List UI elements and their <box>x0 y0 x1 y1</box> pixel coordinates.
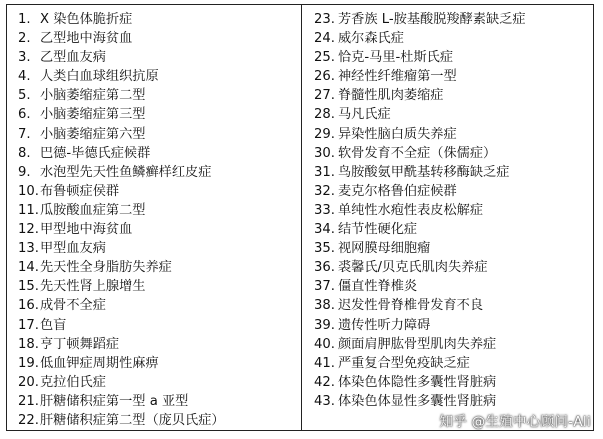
item-number: 36. <box>314 260 335 276</box>
item-number: 7. <box>18 126 31 142</box>
item-number: 5. <box>18 88 31 104</box>
item-number: 43. <box>314 393 335 409</box>
item-name: 裘馨氏/贝克氏肌肉失养症 <box>338 260 488 276</box>
list-item <box>18 354 301 373</box>
item-name: 亨丁顿舞蹈症 <box>40 336 120 352</box>
item-name: 脊髓性肌肉萎缩症 <box>338 88 444 104</box>
list-item <box>314 392 593 411</box>
list-item <box>18 29 301 48</box>
item-name: 迟发性骨脊椎骨发育不良 <box>338 298 484 314</box>
item-number: 23. <box>314 12 335 27</box>
list-item <box>314 48 593 67</box>
item-name: 恰克-马里-杜斯氏症 <box>338 50 454 66</box>
list-item <box>314 86 593 105</box>
item-number: 33. <box>314 202 335 218</box>
item-name: 视网膜母细胞瘤 <box>338 241 431 257</box>
list-item <box>18 373 301 392</box>
item-name: 甲型地中海贫血 <box>40 222 133 238</box>
item-name: 先天性全身脂肪失养症 <box>40 260 172 276</box>
item-number: 13. <box>18 241 39 257</box>
item-number: 40. <box>314 336 335 352</box>
item-number: 10. <box>18 183 39 199</box>
item-name: 严重复合型免疫缺乏症 <box>338 355 470 371</box>
item-number: 19. <box>18 355 39 371</box>
item-name: 成骨不全症 <box>40 298 106 314</box>
item-number: 11. <box>18 202 39 218</box>
item-name: 色盲 <box>40 317 67 333</box>
left-column <box>7 5 302 430</box>
item-name: 小脑萎缩症第二型 <box>40 88 146 104</box>
item-number: 16. <box>18 298 39 314</box>
item-name: 单纯性水疱性表皮松解症 <box>338 202 484 218</box>
item-name: 巴德-毕德氏症候群 <box>40 145 151 161</box>
item-number: 21. <box>18 393 39 409</box>
item-name: 鸟胺酸氨甲酰基转移酶缺乏症 <box>338 164 510 180</box>
right-column <box>302 5 593 430</box>
list-item <box>314 201 593 220</box>
item-name: 神经性纤维瘤第一型 <box>338 69 457 85</box>
list-item <box>18 258 301 277</box>
list-item <box>18 86 301 105</box>
list-item <box>18 316 301 335</box>
item-name: 布鲁顿症侯群 <box>40 183 120 199</box>
item-name: 僵直性脊椎炎 <box>338 279 418 295</box>
item-number: 39. <box>314 317 335 333</box>
list-item <box>18 411 301 430</box>
list-item <box>18 105 301 124</box>
watermark: 知乎 @生殖中心顾问-Ali <box>439 414 591 430</box>
item-number: 1. <box>18 12 31 27</box>
item-number: 32. <box>314 183 335 199</box>
item-name: X 染色体脆折症 <box>40 12 133 27</box>
item-number: 38. <box>314 298 335 314</box>
list-item <box>314 125 593 144</box>
item-name: 异染性脑白质失养症 <box>338 126 457 142</box>
list-item <box>18 182 301 201</box>
item-number: 4. <box>18 69 31 85</box>
item-number: 14. <box>18 260 39 276</box>
item-number: 18. <box>18 336 39 352</box>
item-name: 小脑萎缩症第六型 <box>40 126 146 142</box>
item-number: 29. <box>314 126 335 142</box>
list-item <box>18 67 301 86</box>
item-number: 28. <box>314 107 335 123</box>
list-item <box>314 239 593 258</box>
item-number: 42. <box>314 374 335 390</box>
item-name: 乙型地中海贫血 <box>40 31 133 47</box>
item-number: 30. <box>314 145 335 161</box>
item-number: 17. <box>18 317 39 333</box>
item-name: 低血钾症周期性麻痹 <box>40 355 159 371</box>
item-number: 27. <box>314 88 335 104</box>
item-number: 6. <box>18 107 31 123</box>
item-name: 水泡型先天性鱼鳞癣样红皮症 <box>40 164 212 180</box>
list-item <box>18 392 301 411</box>
item-name: 瓜胺酸血症第二型 <box>40 202 146 218</box>
list-item <box>18 48 301 67</box>
list-item <box>314 29 593 48</box>
list-item <box>314 163 593 182</box>
item-number: 37. <box>314 279 335 295</box>
item-name: 芳香族 L-胺基酸脱羧酵素缺乏症 <box>338 12 526 27</box>
item-name: 马凡氏症 <box>338 107 391 123</box>
item-name: 颜面肩胛肱骨型肌肉失养症 <box>338 336 497 352</box>
item-name: 威尔森氏症 <box>338 31 404 47</box>
item-number: 24. <box>314 31 335 47</box>
list-item <box>18 201 301 220</box>
list-item <box>314 10 593 29</box>
list-item <box>314 144 593 163</box>
list-item <box>18 10 301 29</box>
list-item <box>314 373 593 392</box>
list-item <box>314 220 593 239</box>
item-name: 肝糖储积症第一型 a 亚型 <box>40 393 189 409</box>
list-item <box>314 105 593 124</box>
item-number: 3. <box>18 50 31 66</box>
item-number: 2. <box>18 31 31 47</box>
item-number: 41. <box>314 355 335 371</box>
list-item <box>314 277 593 296</box>
item-name: 体染色体显性多囊性肾脏病 <box>338 393 497 409</box>
list-item <box>314 258 593 277</box>
list-item <box>18 144 301 163</box>
item-name: 小脑萎缩症第三型 <box>40 107 146 123</box>
list-item <box>18 296 301 315</box>
list-item <box>314 296 593 315</box>
item-number: 26. <box>314 69 335 85</box>
item-name: 克拉伯氏症 <box>40 374 106 390</box>
item-number: 35. <box>314 241 335 257</box>
item-number: 15. <box>18 279 39 295</box>
item-number: 20. <box>18 374 39 390</box>
disease-table <box>6 4 594 431</box>
item-name: 体染色体隐性多囊性肾脏病 <box>338 374 497 390</box>
list-item <box>314 354 593 373</box>
list-item <box>18 239 301 258</box>
item-number: 22. <box>18 412 39 428</box>
list-item <box>18 335 301 354</box>
item-number: 31. <box>314 164 335 180</box>
item-name: 肝糖储积症第二型（庞贝氏症） <box>40 412 225 428</box>
item-number: 12. <box>18 222 39 238</box>
list-item <box>314 316 593 335</box>
item-number: 9. <box>18 164 31 180</box>
list-item <box>18 125 301 144</box>
item-name: 麦克尔格鲁伯症候群 <box>338 183 457 199</box>
item-name: 软骨发育不全症（侏儒症） <box>338 145 497 161</box>
item-number: 34. <box>314 222 335 238</box>
item-name: 乙型血友病 <box>40 50 106 66</box>
list-item <box>18 220 301 239</box>
list-item <box>314 182 593 201</box>
item-name: 先天性肾上腺增生 <box>40 279 146 295</box>
list-item <box>314 335 593 354</box>
item-number: 8. <box>18 145 31 161</box>
item-number: 25. <box>314 50 335 66</box>
list-item <box>18 163 301 182</box>
item-name: 甲型血友病 <box>40 241 106 257</box>
item-name: 结节性硬化症 <box>338 222 418 238</box>
item-name: 遗传性听力障碍 <box>338 317 431 333</box>
list-item <box>18 277 301 296</box>
item-name: 人类白血球组织抗原 <box>40 69 159 85</box>
list-item <box>314 67 593 86</box>
